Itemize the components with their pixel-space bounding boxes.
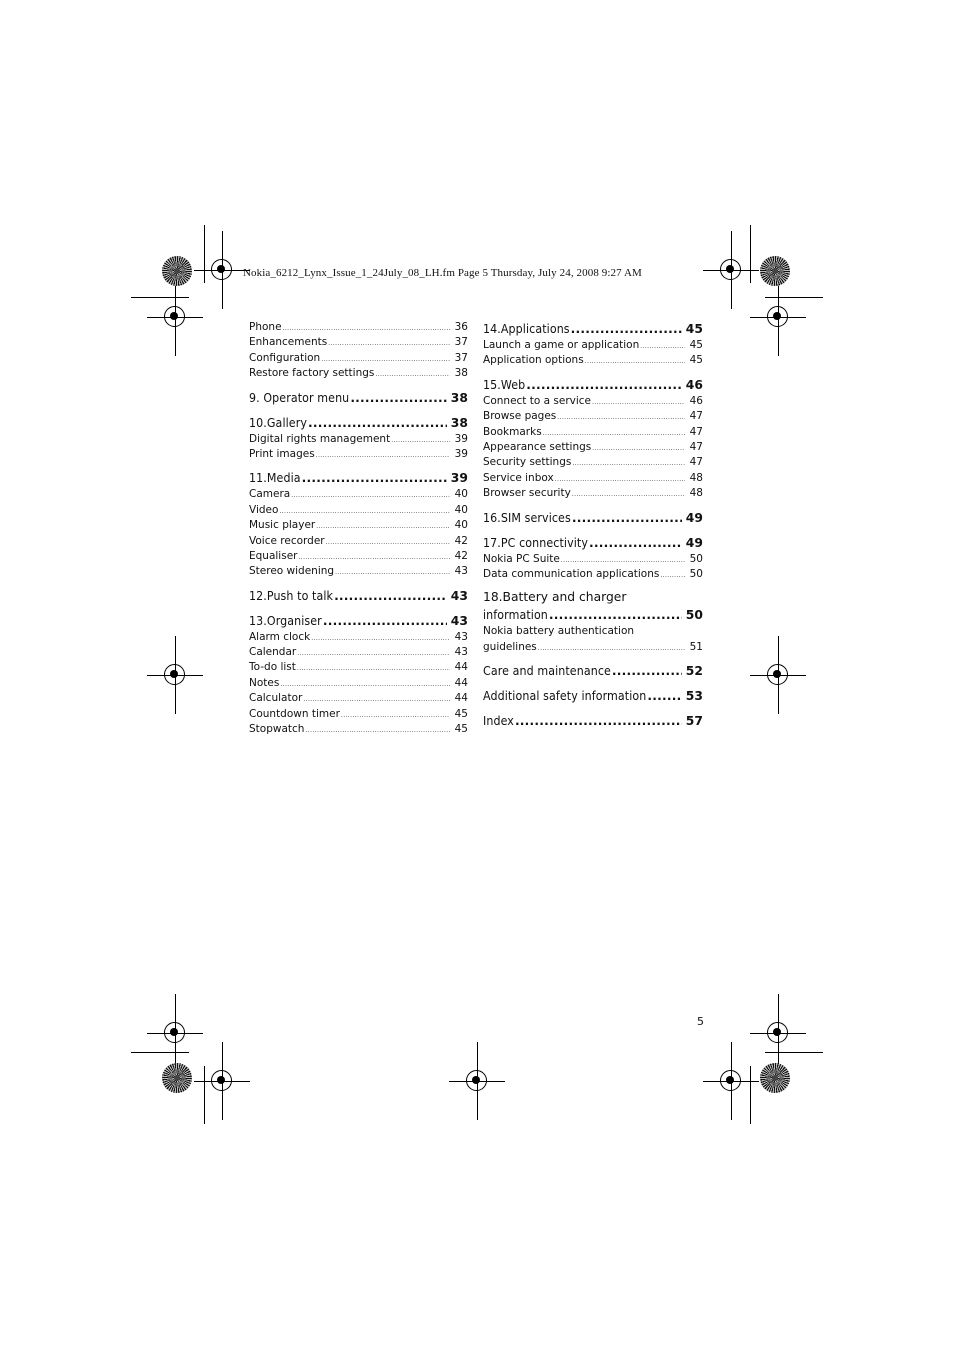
toc-section-title-line: 18.Battery and charger bbox=[483, 590, 627, 605]
toc-page-number: 43 bbox=[450, 613, 468, 628]
toc-dot-leader bbox=[572, 456, 685, 471]
toc-page-number: 50 bbox=[685, 608, 703, 623]
toc-entry-title: Nokia PC Suite bbox=[483, 552, 560, 565]
toc-entry-title: Enhancements bbox=[249, 336, 328, 349]
toc-page-number: 46 bbox=[689, 394, 703, 407]
toc-page-number: 50 bbox=[689, 567, 703, 580]
toc-subentry bbox=[249, 549, 468, 564]
toc-page-number: 51 bbox=[689, 640, 703, 653]
toc-page-number: 44 bbox=[454, 692, 468, 705]
starburst-target-icon bbox=[760, 256, 790, 286]
toc-entry-title: Service inbox bbox=[483, 471, 554, 484]
toc-section-entry bbox=[483, 376, 703, 394]
toc-spacer bbox=[483, 369, 703, 376]
toc-dot-leader bbox=[557, 410, 685, 425]
toc-column-left bbox=[249, 320, 468, 737]
toc-page-number: 49 bbox=[685, 510, 703, 525]
toc-entry-title: Print images bbox=[249, 447, 315, 460]
toc-entry-title: Equaliser bbox=[249, 549, 298, 562]
page-number: 5 bbox=[697, 1015, 704, 1028]
toc-dot-leader bbox=[334, 587, 447, 605]
toc-column-right bbox=[483, 320, 703, 730]
toc-dot-leader bbox=[561, 553, 685, 568]
toc-dot-leader bbox=[640, 339, 685, 354]
crop-line bbox=[750, 225, 751, 283]
toc-dot-leader bbox=[350, 389, 446, 407]
toc-page-number: 48 bbox=[689, 471, 703, 484]
toc-dot-leader bbox=[526, 376, 681, 394]
toc-dot-leader bbox=[308, 414, 447, 432]
toc-entry-title: Care and maintenance bbox=[483, 664, 611, 679]
toc-section-entry bbox=[249, 469, 468, 487]
toc-entry-title: Application options bbox=[483, 354, 584, 367]
toc-page-number: 47 bbox=[689, 425, 703, 438]
toc-dot-leader bbox=[592, 395, 685, 410]
toc-dot-leader bbox=[321, 352, 450, 367]
toc-subentry bbox=[249, 534, 468, 549]
toc-entry-title: 11.Media bbox=[249, 471, 301, 486]
toc-page-number: 43 bbox=[454, 646, 468, 659]
toc-page-number: 45 bbox=[454, 723, 468, 736]
toc-section-entry bbox=[249, 389, 468, 407]
toc-dot-leader bbox=[660, 568, 685, 583]
print-slug: Nokia_6212_Lynx_Issue_1_24July_08_LH.fm Page 5 Thursday, July 24, 2008 9:27 AM bbox=[243, 267, 642, 279]
toc-entry-title: Configuration bbox=[249, 351, 321, 364]
toc-section-entry bbox=[483, 606, 703, 624]
toc-dot-leader bbox=[279, 504, 450, 519]
toc-page-number: 40 bbox=[454, 488, 468, 501]
toc-entry-title: Countdown timer bbox=[249, 707, 340, 720]
toc-entry-title: Browse pages bbox=[483, 410, 557, 423]
toc-entry-title: Browser security bbox=[483, 487, 571, 500]
toc-dot-leader bbox=[538, 641, 685, 656]
starburst-target-icon bbox=[760, 1063, 790, 1093]
toc-page-number: 44 bbox=[454, 661, 468, 674]
toc-section-entry bbox=[483, 712, 703, 730]
toc-spacer bbox=[483, 655, 703, 662]
toc-page-number: 38 bbox=[454, 367, 468, 380]
toc-subentry-title-line: Nokia battery authentication bbox=[483, 625, 635, 638]
toc-dot-leader bbox=[555, 472, 685, 487]
toc-entry-title: Appearance settings bbox=[483, 440, 592, 453]
toc-entry-title: Index bbox=[483, 714, 514, 729]
crop-line bbox=[131, 1052, 189, 1053]
toc-entry-title: Stereo widening bbox=[249, 565, 335, 578]
toc-spacer bbox=[483, 705, 703, 712]
toc-dot-leader bbox=[585, 354, 685, 369]
toc-dot-leader bbox=[375, 367, 450, 382]
toc-section-entry bbox=[483, 534, 703, 552]
toc-entry-title: Video bbox=[249, 503, 279, 516]
toc-subentry bbox=[249, 518, 468, 533]
toc-section-entry bbox=[483, 320, 703, 338]
toc-entry-title: Calendar bbox=[249, 646, 297, 659]
toc-entry-title: 15.Web bbox=[483, 377, 526, 392]
toc-entry-title: information bbox=[483, 608, 548, 623]
toc-entry-title: guidelines bbox=[483, 640, 537, 653]
starburst-target-icon bbox=[162, 256, 192, 286]
crop-line bbox=[750, 1066, 751, 1124]
toc-section-entry bbox=[249, 587, 468, 605]
toc-page-number: 45 bbox=[685, 322, 703, 336]
toc-spacer bbox=[483, 680, 703, 687]
toc-subentry bbox=[249, 645, 468, 660]
toc-spacer bbox=[249, 580, 468, 587]
toc-entry-title: Bookmarks bbox=[483, 425, 542, 438]
toc-subentry bbox=[483, 640, 703, 655]
toc-entry-title: Camera bbox=[249, 488, 291, 501]
toc-subentry bbox=[249, 691, 468, 706]
toc-page-number: 46 bbox=[685, 377, 703, 392]
toc-subentry bbox=[483, 409, 703, 424]
toc-entry-title: To-do list bbox=[249, 661, 296, 674]
toc-spacer bbox=[249, 605, 468, 612]
toc-subentry bbox=[249, 487, 468, 502]
toc-subentry bbox=[249, 335, 468, 350]
toc-entry-title: 16.SIM services bbox=[483, 510, 571, 525]
toc-page-number: 47 bbox=[689, 410, 703, 423]
toc-page-number: 45 bbox=[454, 707, 468, 720]
toc-dot-leader bbox=[280, 677, 450, 692]
toc-dot-leader bbox=[543, 426, 685, 441]
toc-dot-leader bbox=[311, 631, 450, 646]
toc-entry-title: 12.Push to talk bbox=[249, 588, 334, 603]
crop-line bbox=[204, 225, 205, 283]
toc-entry-title: Additional safety information bbox=[483, 689, 647, 704]
toc-dot-leader bbox=[549, 606, 682, 624]
toc-page-number: 53 bbox=[685, 689, 703, 704]
toc-dot-leader bbox=[291, 488, 450, 503]
toc-page-number: 42 bbox=[454, 549, 468, 562]
toc-entry-title: Phone bbox=[249, 321, 282, 333]
toc-dot-leader bbox=[572, 487, 685, 502]
toc-subentry bbox=[249, 707, 468, 722]
toc-entry-title: Connect to a service bbox=[483, 394, 592, 407]
toc-page-number: 45 bbox=[689, 339, 703, 351]
crop-line bbox=[765, 1052, 823, 1053]
toc-entry-title: Alarm clock bbox=[249, 630, 311, 643]
toc-subentry bbox=[483, 394, 703, 409]
toc-subentry bbox=[483, 552, 703, 567]
toc-spacer bbox=[483, 502, 703, 509]
toc-dot-leader bbox=[297, 661, 450, 676]
toc-subentry bbox=[483, 338, 703, 353]
crop-line bbox=[204, 1066, 205, 1124]
toc-subentry bbox=[483, 353, 703, 368]
toc-dot-leader bbox=[328, 336, 450, 351]
toc-entry-title: 17.PC connectivity bbox=[483, 535, 588, 550]
toc-subentry bbox=[249, 722, 468, 737]
toc-page-number: 45 bbox=[689, 354, 703, 367]
toc-subentry bbox=[249, 432, 468, 447]
toc-subentry bbox=[249, 447, 468, 462]
toc-page-number: 37 bbox=[454, 351, 468, 364]
crop-line bbox=[765, 297, 823, 298]
toc-page-number: 40 bbox=[454, 519, 468, 532]
toc-spacer bbox=[483, 582, 703, 589]
toc-page-number: 39 bbox=[454, 432, 468, 445]
toc-page-number: 42 bbox=[454, 534, 468, 547]
toc-entry-title: 10.Gallery bbox=[249, 415, 307, 430]
toc-page-number: 49 bbox=[685, 535, 703, 550]
toc-entry-title: 9. Operator menu bbox=[249, 390, 350, 405]
toc-subentry bbox=[483, 425, 703, 440]
toc-page-number: 43 bbox=[454, 565, 468, 578]
toc-page-number: 38 bbox=[450, 390, 468, 405]
toc-page-number: 36 bbox=[454, 321, 468, 333]
toc-section-entry bbox=[483, 662, 703, 680]
toc-entry-title: Calculator bbox=[249, 692, 303, 705]
toc-page-number: 57 bbox=[685, 714, 703, 729]
toc-section-entry bbox=[249, 612, 468, 630]
toc-page-number: 39 bbox=[454, 447, 468, 460]
toc-page-number: 40 bbox=[454, 503, 468, 516]
toc-page-number: 50 bbox=[689, 552, 703, 565]
toc-section-entry bbox=[483, 687, 703, 705]
toc-section-entry bbox=[483, 509, 703, 527]
toc-spacer bbox=[249, 462, 468, 469]
toc-entry-title: Restore factory settings bbox=[249, 367, 375, 380]
toc-dot-leader bbox=[305, 723, 450, 738]
toc-dot-leader bbox=[515, 712, 682, 730]
toc-entry-title: Music player bbox=[249, 519, 316, 532]
toc-subentry bbox=[249, 564, 468, 579]
toc-entry-title: Notes bbox=[249, 676, 280, 689]
toc-dot-leader bbox=[326, 535, 450, 550]
toc-dot-leader bbox=[283, 321, 450, 336]
crop-line bbox=[131, 297, 189, 298]
toc-page-number: 37 bbox=[454, 336, 468, 349]
toc-subentry bbox=[483, 471, 703, 486]
toc-entry-title: Stopwatch bbox=[249, 723, 305, 736]
toc-dot-leader bbox=[297, 646, 450, 661]
toc-page-number: 38 bbox=[450, 415, 468, 430]
toc-page-number: 43 bbox=[450, 588, 468, 603]
toc-dot-leader bbox=[335, 565, 450, 580]
toc-section-entry bbox=[249, 414, 468, 432]
toc-dot-leader bbox=[298, 550, 450, 565]
toc-entry-title: Voice recorder bbox=[249, 534, 325, 547]
toc-spacer bbox=[249, 407, 468, 414]
toc-entry-title: Launch a game or application bbox=[483, 339, 640, 351]
toc-dot-leader bbox=[303, 692, 450, 707]
toc-dot-leader bbox=[316, 519, 450, 534]
starburst-target-icon bbox=[162, 1063, 192, 1093]
toc-page-number: 43 bbox=[454, 630, 468, 643]
toc-dot-leader bbox=[589, 534, 682, 552]
toc-subentry bbox=[249, 351, 468, 366]
toc-dot-leader bbox=[341, 708, 450, 723]
toc-subentry bbox=[483, 455, 703, 470]
toc-entry-title: Security settings bbox=[483, 456, 572, 469]
toc-dot-leader bbox=[391, 433, 450, 448]
toc-dot-leader bbox=[302, 469, 447, 487]
toc-subentry bbox=[249, 503, 468, 518]
toc-dot-leader bbox=[592, 441, 685, 456]
toc-dot-leader bbox=[316, 448, 450, 463]
toc-dot-leader bbox=[571, 320, 682, 338]
toc-spacer bbox=[483, 527, 703, 534]
toc-page-number: 47 bbox=[689, 456, 703, 469]
toc-page-number: 48 bbox=[689, 487, 703, 500]
toc-entry-title: 14.Applications bbox=[483, 322, 570, 336]
toc-subentry bbox=[483, 567, 703, 582]
toc-subentry bbox=[249, 676, 468, 691]
toc-subentry bbox=[249, 660, 468, 675]
toc-entry-title: Data communication applications bbox=[483, 567, 660, 580]
toc-page-number: 47 bbox=[689, 440, 703, 453]
toc-spacer bbox=[249, 382, 468, 389]
toc-subentry bbox=[249, 366, 468, 381]
toc-dot-leader bbox=[612, 662, 682, 680]
toc-dot-leader bbox=[647, 687, 681, 705]
toc-page-number: 52 bbox=[685, 664, 703, 679]
toc-dot-leader bbox=[323, 612, 447, 630]
toc-entry-title: Digital rights management bbox=[249, 432, 391, 445]
toc-entry-title: 13.Organiser bbox=[249, 613, 322, 628]
toc-subentry bbox=[483, 486, 703, 501]
toc-page-number: 39 bbox=[450, 471, 468, 486]
toc-subentry bbox=[483, 440, 703, 455]
toc-dot-leader bbox=[572, 509, 682, 527]
toc-subentry bbox=[249, 320, 468, 335]
toc-page-number: 44 bbox=[454, 676, 468, 689]
toc-subentry bbox=[249, 630, 468, 645]
